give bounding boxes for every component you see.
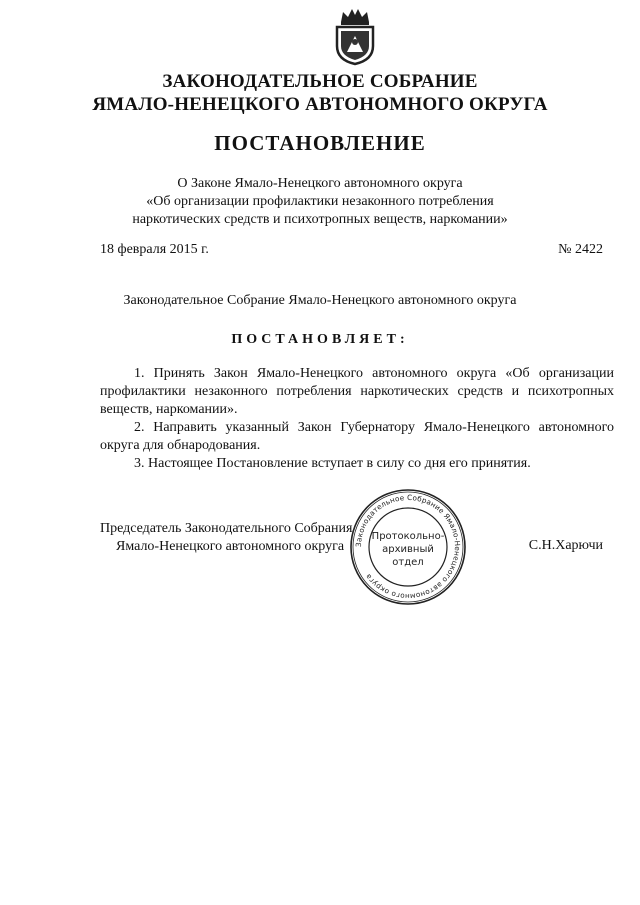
intro-text: Законодательное Собрание Ямало-Ненецкого автономного округа	[123, 293, 517, 308]
resolution-item-2: 2. Направить указанный Закон Губернатору Ямало-Ненецкого автономного округа для обнародования.	[100, 420, 614, 453]
stamp-center-line3: отдел	[392, 557, 424, 568]
resolution-item-3: 3. Настоящее Постановление вступает в силу со дня его принятия.	[134, 456, 531, 471]
subject-line3: наркотических средств и психотропных веществ, наркомании»	[132, 212, 508, 227]
stamp-center-line1: Протокольно-	[371, 531, 445, 542]
signatory-title-line1: Председатель Законодательного Собрания	[100, 521, 353, 536]
signatory-title	[100, 520, 352, 556]
official-stamp	[348, 487, 468, 607]
stamp-center-line2: архивный	[382, 544, 434, 555]
resolution-items	[100, 365, 614, 473]
document-date: 18 февраля 2015 г.	[100, 242, 209, 257]
signatory-title-line2: Ямало-Ненецкого автономного округа	[116, 539, 345, 554]
subject-line1: О Законе Ямало-Ненецкого автономного округа	[177, 176, 463, 191]
resolves-heading: ПОСТАНОВЛЯЕТ:	[231, 332, 409, 347]
organization-name-line1: ЗАКОНОДАТЕЛЬНОЕ СОБРАНИЕ	[162, 71, 478, 92]
document-type: ПОСТАНОВЛЕНИЕ	[214, 131, 426, 155]
organization-name	[0, 70, 640, 116]
document-subject	[0, 175, 640, 229]
subject-line2: «Об организации профилактики незаконного потребления	[146, 194, 494, 209]
signatory-name: С.Н.Харючи	[528, 538, 603, 553]
stamp-ring-text: Законодательное Собрание Ямало-Ненецкого автономного округа	[353, 492, 463, 602]
organization-name-line2: ЯМАЛО-НЕНЕЦКОГО АВТОНОМНОГО ОКРУГА	[92, 94, 548, 115]
coat-of-arms-icon	[333, 6, 377, 66]
resolution-item-1: 1. Принять Закон Ямало-Ненецкого автономного округа «Об организации профилактики незаконного потребления наркотических средств и психотропных веществ, наркомании».	[100, 366, 614, 417]
document-number: № 2422	[558, 242, 603, 257]
